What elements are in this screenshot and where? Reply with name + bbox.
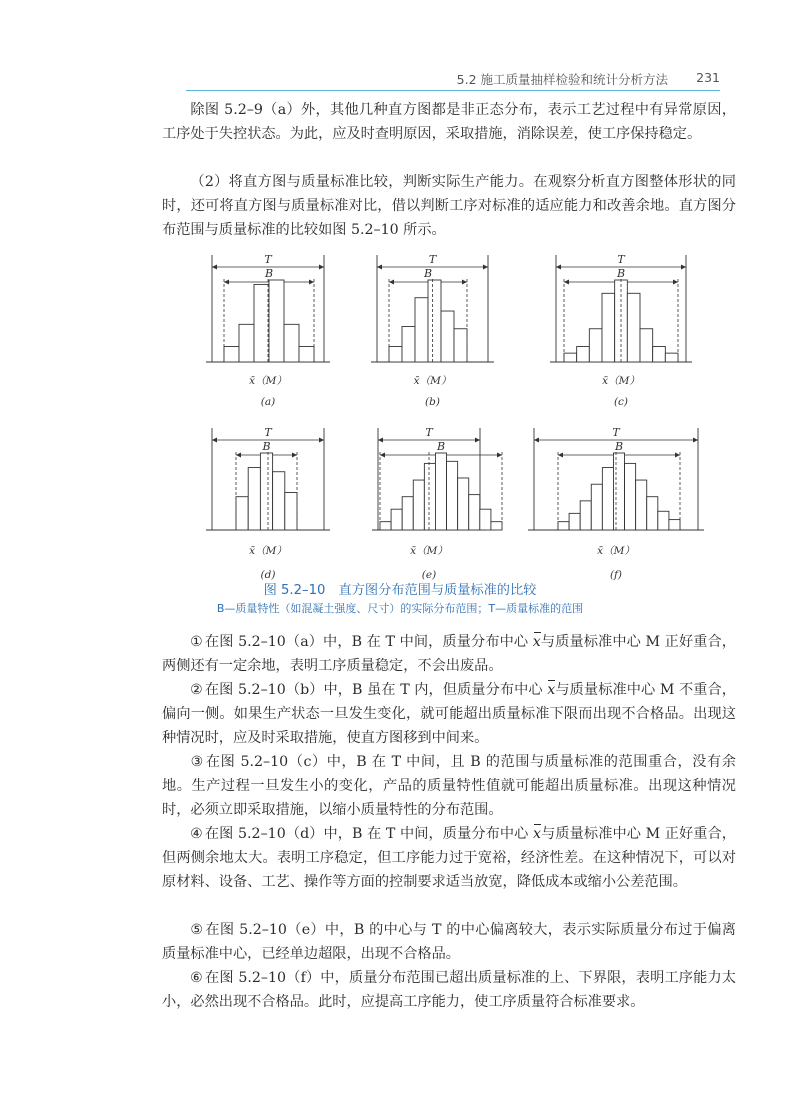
list-item-b-pre: 在图 5.2–10（b）中，B 虽在 T 内，但质量分布中心 bbox=[204, 682, 548, 698]
histogram-bar bbox=[625, 463, 636, 530]
histogram-bar bbox=[591, 484, 602, 530]
list-item-d-text: 与质量标准中心 M 正好重合，但两侧余地太大。表明工序稳定，但工序能力过于宽裕，经济性差。在这种情况下，可以对原材料、设备、工艺、操作等方面的控制要求适当放宽，降低成本或缩小公差范围。 bbox=[162, 826, 736, 890]
xbar-symbol: x bbox=[533, 822, 541, 846]
list-number: ④ bbox=[190, 826, 203, 842]
section-title: 5.2 施工质量抽样检验和统计分析方法 bbox=[456, 72, 668, 87]
panel-label: (f) bbox=[609, 569, 623, 581]
list-item-e-text: 在图 5.2–10（e）中，B 的中心与 T 的中心偏离较大，表示实际质量分布过于偏离质量标准中心，已经单边超限，出现不合格品。 bbox=[162, 922, 736, 962]
histogram-bar bbox=[458, 478, 469, 530]
histogram-bar bbox=[299, 346, 314, 362]
label-t: T bbox=[612, 426, 620, 439]
range-t-arrow-arrowhead-left bbox=[212, 265, 217, 270]
label-b: B bbox=[262, 440, 271, 453]
list-item-b bbox=[162, 678, 736, 750]
histogram-bar bbox=[469, 495, 480, 530]
label-b: B bbox=[614, 440, 624, 453]
label-t: T bbox=[617, 253, 625, 266]
histogram-bar bbox=[389, 346, 402, 362]
histogram-bar bbox=[285, 493, 297, 530]
range-t-arrow-arrowhead-left bbox=[378, 438, 383, 443]
histogram-bar bbox=[441, 311, 454, 362]
histogram-bar bbox=[640, 329, 653, 362]
range-b-arrow-arrowhead-right bbox=[675, 453, 680, 458]
figure-note: B—质量特性（如混凝土强度、尺寸）的实际分布范围；T—质量标准的范围 bbox=[216, 602, 584, 615]
range-t-arrow-arrowhead-right bbox=[319, 265, 324, 270]
histogram-bar bbox=[248, 468, 260, 530]
center-label: x̄（M） bbox=[249, 545, 287, 557]
list-item-a bbox=[162, 630, 736, 678]
histogram-bar bbox=[413, 480, 424, 530]
histogram-bar bbox=[558, 522, 569, 530]
center-label: x̄（M） bbox=[597, 545, 635, 557]
list-number: ⑤ bbox=[190, 922, 204, 938]
range-b-arrow-arrowhead-right bbox=[673, 280, 678, 285]
histogram-bar bbox=[480, 509, 491, 530]
panel-label: (e) bbox=[421, 569, 437, 581]
range-b-arrow-arrowhead-left bbox=[224, 280, 229, 285]
histogram-bar bbox=[224, 346, 239, 362]
panel-label: (c) bbox=[613, 396, 629, 408]
label-b: B bbox=[436, 440, 446, 453]
label-b: B bbox=[616, 267, 626, 280]
xbar-symbol: x bbox=[533, 630, 541, 654]
histogram-bar bbox=[273, 472, 285, 530]
range-t-arrow-arrowhead-right bbox=[475, 438, 480, 443]
label-t: T bbox=[264, 426, 272, 439]
histogram-bar bbox=[454, 329, 467, 362]
histogram-bar bbox=[402, 327, 415, 362]
range-b-arrow-arrowhead-left bbox=[389, 280, 394, 285]
range-b-arrow-arrowhead-left bbox=[564, 280, 569, 285]
histogram-bar bbox=[415, 298, 428, 362]
list-item-a-pre: 在图 5.2–10（a）中，B 在 T 中间，质量分布中心 bbox=[204, 634, 533, 650]
histogram-bar bbox=[239, 324, 254, 362]
range-b-arrow-arrowhead-right bbox=[462, 280, 467, 285]
range-b-arrow-arrowhead-right bbox=[309, 280, 314, 285]
list-item-d-pre: 在图 5.2–10（d）中，B 在 T 中间，质量分布中心 bbox=[204, 826, 534, 842]
list-item-f bbox=[162, 966, 736, 1014]
histogram-bar bbox=[613, 453, 624, 530]
histogram-bar bbox=[627, 293, 640, 362]
histogram-bar bbox=[435, 453, 446, 530]
xbar-symbol: x bbox=[547, 678, 555, 702]
histogram-bar bbox=[647, 497, 658, 530]
list-item-c bbox=[162, 750, 736, 822]
list-item-c-text: 在图 5.2–10（c）中，B 在 T 中间，且 B 的范围与质量标准的范围重合，没有余地。生产过程一旦发生小的变化，产品的质量特性值就可能超出质量标准。出现这种情况时，必须立即采取措施，以缩小质量特性的分布范围。 bbox=[162, 754, 736, 818]
histogram-bar bbox=[665, 353, 678, 362]
panel-label: (d) bbox=[260, 569, 276, 581]
range-b-arrow-arrowhead-right bbox=[292, 453, 297, 458]
label-t: T bbox=[428, 253, 437, 266]
histogram-bar bbox=[380, 522, 391, 530]
paragraph-compare-standard-text: （2）将直方图与质量标准比较，判断实际生产能力。在观察分析直方图整体形状的同时，还可将直方图与质量标准对比，借以判断工序对标准的适应能力和改善余地。直方图分布范围与质量标准的比较如图 5.2–10 所示。 bbox=[162, 174, 736, 238]
paragraph-nonnormal-text: 除图 5.2–9（a）外，其他几种直方图都是非正态分布，表示工艺过程中有异常原因，工序处于失控状态。为此，应及时查明原因，采取措施，消除误差，使工序保持稳定。 bbox=[162, 102, 736, 142]
list-item-e bbox=[162, 918, 736, 966]
range-t-arrow-arrowhead-right bbox=[319, 438, 324, 443]
list-item-f-text: 在图 5.2–10（f）中，质量分布范围已超出质量标准的上、下界限，表明工序能力太小，必然出现不合格品。此时，应提高工序能力，使工序质量符合标准要求。 bbox=[162, 970, 736, 1010]
range-t-arrow-arrowhead-left bbox=[212, 438, 217, 443]
list-item-a-text: 与质量标准中心 M 正好重合，两侧还有一定余地，表明工序质量稳定，不会出废品。 bbox=[162, 634, 736, 674]
label-t: T bbox=[264, 253, 272, 266]
figure-caption: 图 5.2–10 直方图分布范围与质量标准的比较 bbox=[263, 583, 537, 598]
histogram-bar bbox=[236, 497, 248, 530]
histogram-bar bbox=[491, 522, 502, 530]
range-b-arrow-arrowhead-left bbox=[236, 453, 241, 458]
histogram-bar bbox=[658, 511, 669, 530]
histogram-bar bbox=[254, 284, 269, 362]
label-t: T bbox=[425, 426, 433, 439]
histogram-bar bbox=[284, 324, 299, 362]
histogram-bar bbox=[564, 353, 577, 362]
histogram-bar bbox=[669, 520, 680, 530]
center-label: x̄（M） bbox=[249, 375, 287, 387]
center-label: x̄（M） bbox=[602, 375, 640, 387]
center-label: x̄（M） bbox=[413, 375, 452, 387]
histogram-bar bbox=[391, 509, 402, 530]
range-b-arrow-arrowhead-left bbox=[558, 453, 563, 458]
range-t-arrow-arrowhead-left bbox=[556, 265, 561, 270]
range-t-arrow-arrowhead-right bbox=[483, 265, 488, 270]
center-label: x̄（M） bbox=[410, 545, 448, 557]
list-item-b-text: 与质量标准中心 M 不重合，偏向一侧。如果生产状态一旦发生变化，就可能超出质量标准下限而出现不合格品。出现这种情况时，应及时采取措施，使直方图移到中间来。 bbox=[162, 682, 736, 746]
histogram-bar bbox=[653, 346, 666, 362]
histogram-bar bbox=[602, 293, 615, 362]
histogram-bar bbox=[402, 497, 413, 530]
label-b: B bbox=[423, 267, 433, 280]
range-b-arrow-arrowhead-left bbox=[380, 453, 385, 458]
list-number: ⑥ bbox=[190, 970, 204, 986]
label-b: B bbox=[264, 267, 274, 280]
list-number: ① bbox=[190, 634, 203, 650]
histogram-bar bbox=[447, 461, 458, 530]
histogram-bar bbox=[589, 329, 602, 362]
panel-label: (b) bbox=[425, 396, 440, 408]
range-t-arrow-arrowhead-right bbox=[681, 265, 686, 270]
list-item-d bbox=[162, 822, 736, 894]
histogram-bar bbox=[269, 280, 284, 362]
range-t-arrow-arrowhead-left bbox=[534, 438, 539, 443]
list-number: ③ bbox=[190, 754, 204, 770]
range-b-arrow-arrowhead-right bbox=[497, 453, 502, 458]
histogram-bar bbox=[428, 280, 441, 362]
histogram-bar bbox=[636, 480, 647, 530]
histogram-bar bbox=[577, 346, 590, 362]
range-t-arrow-arrowhead-right bbox=[693, 438, 698, 443]
histogram-bar bbox=[602, 468, 613, 530]
range-t-arrow-arrowhead-left bbox=[377, 265, 382, 270]
histogram-bar bbox=[424, 463, 435, 530]
list-number: ② bbox=[190, 682, 203, 698]
panel-label: (a) bbox=[260, 396, 276, 408]
histogram-bar bbox=[260, 453, 272, 530]
page-number: 231 bbox=[696, 70, 720, 85]
histogram-bar bbox=[580, 501, 591, 530]
histogram-bar bbox=[569, 513, 580, 530]
